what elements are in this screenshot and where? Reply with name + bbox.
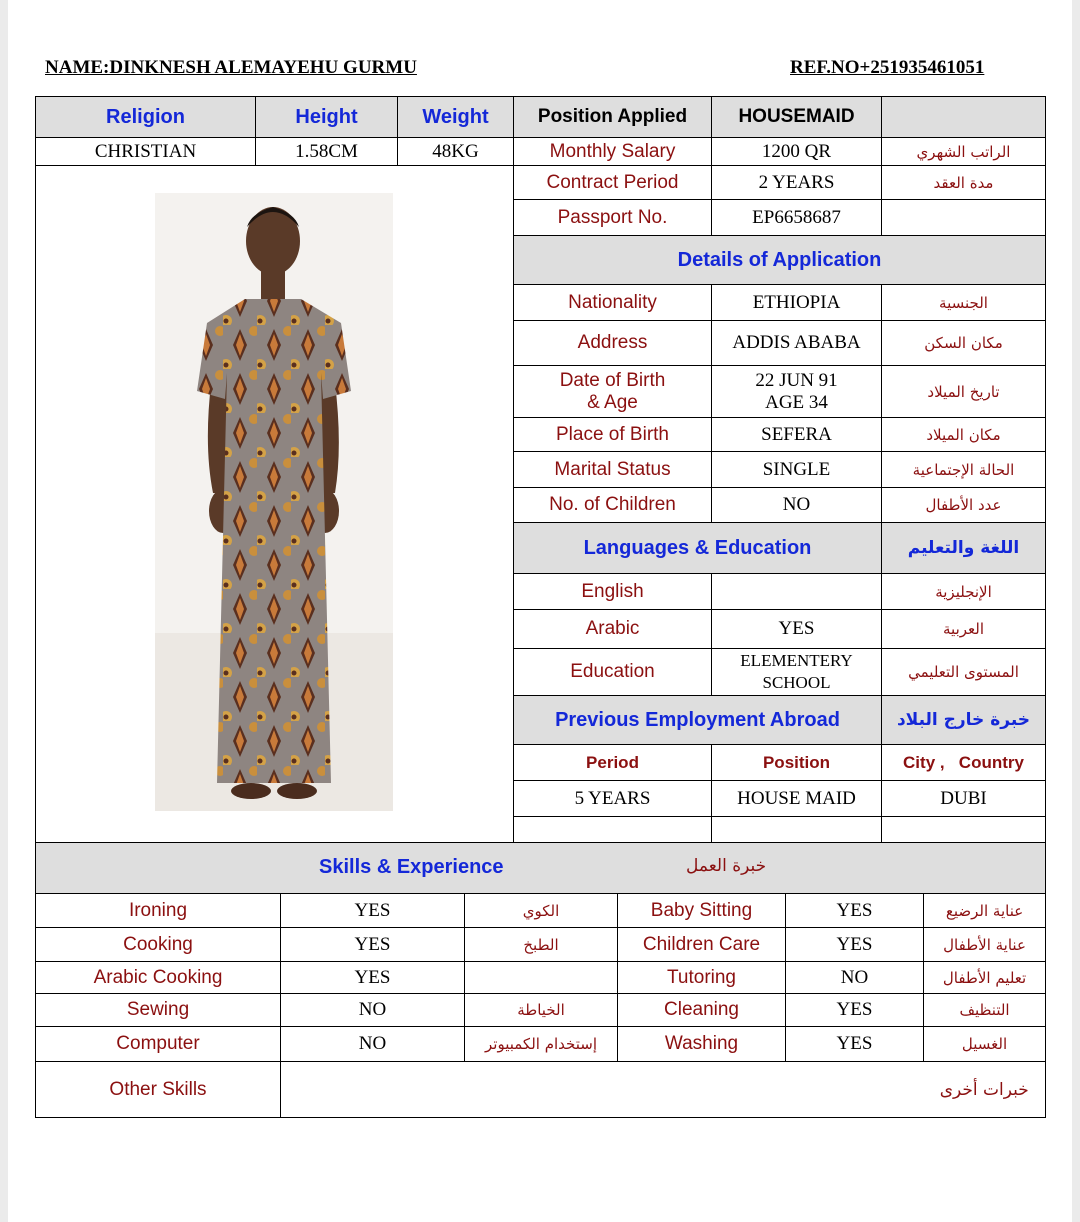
passport-blank-cell	[882, 200, 1046, 236]
employment-col-position: Position	[712, 745, 882, 781]
skill-washing-label: Washing	[618, 1027, 786, 1062]
other-skills-row	[36, 1062, 1046, 1118]
monthly-salary-arabic: الراتب الشهري	[882, 138, 1046, 166]
address-value: ADDIS ABABA	[712, 321, 882, 366]
contract-period-value: 2 YEARS	[712, 166, 882, 200]
english-arabic: الإنجليزية	[882, 574, 1046, 610]
skills-heading-arabic: خبرة العمل	[686, 856, 767, 876]
skills-row	[36, 1027, 1046, 1062]
languages-heading-arabic: اللغة والتعليم	[882, 523, 1046, 574]
skill-sewing-arabic: الخياطة	[465, 994, 618, 1027]
nationality-arabic: الجنسية	[882, 285, 1046, 321]
children-value: NO	[712, 488, 882, 523]
skill-ironing-value: YES	[281, 894, 465, 928]
skills-heading-band	[36, 843, 1046, 894]
dob-value: 22 JUN 91 AGE 34	[712, 366, 882, 418]
nationality-value: ETHIOPIA	[712, 285, 882, 321]
arabic-label: Arabic	[514, 610, 712, 649]
weight-label: Weight	[398, 97, 514, 138]
skill-tutoring-arabic: تعليم الأطفال	[924, 962, 1046, 994]
skill-sewing-value: NO	[281, 994, 465, 1027]
employment-position-value: HOUSE MAID	[712, 781, 882, 817]
employment-blank-cell	[514, 817, 712, 843]
reference-number: REF.NO+251935461051	[790, 57, 985, 78]
skill-ironing-label: Ironing	[36, 894, 281, 928]
education-arabic: المستوى التعليمي	[882, 649, 1046, 696]
languages-heading: Languages & Education	[514, 523, 882, 574]
monthly-salary-label: Monthly Salary	[514, 138, 712, 166]
skills-row	[36, 894, 1046, 928]
skills-row	[36, 928, 1046, 962]
skill-cooking-arabic: الطبخ	[465, 928, 618, 962]
other-skills-value	[281, 1062, 924, 1118]
address-arabic: مكان السكن	[882, 321, 1046, 366]
skill-computer-label: Computer	[36, 1027, 281, 1062]
place-of-birth-arabic: مكان الميلاد	[882, 418, 1046, 452]
religion-label: Religion	[36, 97, 256, 138]
skill-tutoring-label: Tutoring	[618, 962, 786, 994]
monthly-salary-value: 1200 QR	[712, 138, 882, 166]
skill-arabic-cooking-label: Arabic Cooking	[36, 962, 281, 994]
skills-table	[35, 842, 1046, 1118]
employment-heading: Previous Employment Abroad	[514, 696, 882, 745]
contract-period-label: Contract Period	[514, 166, 712, 200]
skills-row	[36, 994, 1046, 1027]
skill-children-care-label: Children Care	[618, 928, 786, 962]
employment-col-period: Period	[514, 745, 712, 781]
skills-row	[36, 962, 1046, 994]
education-value: ELEMENTERY SCHOOL	[712, 649, 882, 696]
english-label: English	[514, 574, 712, 610]
skill-washing-arabic: الغسيل	[924, 1027, 1046, 1062]
employment-heading-arabic: خبرة خارج البلاد	[882, 696, 1046, 745]
skill-cooking-value: YES	[281, 928, 465, 962]
other-skills-arabic: خبرات أخرى	[924, 1062, 1046, 1118]
position-blank-cell	[882, 97, 1046, 138]
education-label: Education	[514, 649, 712, 696]
skill-arabic-cooking-value: YES	[281, 962, 465, 994]
religion-value: CHRISTIAN	[36, 138, 256, 166]
applicant-name: NAME:DINKNESH ALEMAYEHU GURMU	[45, 57, 417, 78]
dob-label: Date of Birth & Age	[514, 366, 712, 418]
skill-children-care-value: YES	[786, 928, 924, 962]
weight-value: 48KG	[398, 138, 514, 166]
employment-blank-cell	[882, 817, 1046, 843]
top-value-row	[36, 138, 1046, 166]
address-label: Address	[514, 321, 712, 366]
contract-period-arabic: مدة العقد	[882, 166, 1046, 200]
position-applied-label: Position Applied	[514, 97, 712, 138]
skill-children-care-arabic: عناية الأطفال	[924, 928, 1046, 962]
height-label: Height	[256, 97, 398, 138]
employment-location-value: DUBI	[882, 781, 1046, 817]
skill-baby-sitting-arabic: عناية الرضيع	[924, 894, 1046, 928]
skill-cleaning-arabic: التنظيف	[924, 994, 1046, 1027]
skill-baby-sitting-value: YES	[786, 894, 924, 928]
skill-cooking-label: Cooking	[36, 928, 281, 962]
children-arabic: عدد الأطفال	[882, 488, 1046, 523]
arabic-value: YES	[712, 610, 882, 649]
children-label: No. of Children	[514, 488, 712, 523]
employment-blank-cell	[712, 817, 882, 843]
english-value	[712, 574, 882, 610]
dob-arabic: تاريخ الميلاد	[882, 366, 1046, 418]
skill-computer-value: NO	[281, 1027, 465, 1062]
employment-col-city-country: City , Country	[882, 745, 1046, 781]
other-skills-label: Other Skills	[36, 1062, 281, 1118]
skill-cleaning-value: YES	[786, 994, 924, 1027]
employment-period-value: 5 YEARS	[514, 781, 712, 817]
applicant-photo	[155, 193, 393, 811]
skill-ironing-arabic: الكوي	[465, 894, 618, 928]
nationality-label: Nationality	[514, 285, 712, 321]
marital-status-label: Marital Status	[514, 452, 712, 488]
height-value: 1.58CM	[256, 138, 398, 166]
skill-computer-arabic: إستخدام الكمبيوتر	[465, 1027, 618, 1062]
skill-tutoring-value: NO	[786, 962, 924, 994]
place-of-birth-label: Place of Birth	[514, 418, 712, 452]
position-applied-value: HOUSEMAID	[712, 97, 882, 138]
cv-page	[8, 0, 1072, 1222]
marital-status-value: SINGLE	[712, 452, 882, 488]
place-of-birth-value: SEFERA	[712, 418, 882, 452]
details-heading: Details of Application	[514, 236, 1046, 285]
passport-value: EP6658687	[712, 200, 882, 236]
skill-arabic-cooking-arabic	[465, 962, 618, 994]
passport-label: Passport No.	[514, 200, 712, 236]
skill-baby-sitting-label: Baby Sitting	[618, 894, 786, 928]
top-label-row	[36, 97, 1046, 138]
skill-washing-value: YES	[786, 1027, 924, 1062]
skill-sewing-label: Sewing	[36, 994, 281, 1027]
skills-heading: Skills & Experience	[319, 856, 504, 878]
arabic-arabic: العربية	[882, 610, 1046, 649]
skill-cleaning-label: Cleaning	[618, 994, 786, 1027]
marital-status-arabic: الحالة الإجتماعية	[882, 452, 1046, 488]
